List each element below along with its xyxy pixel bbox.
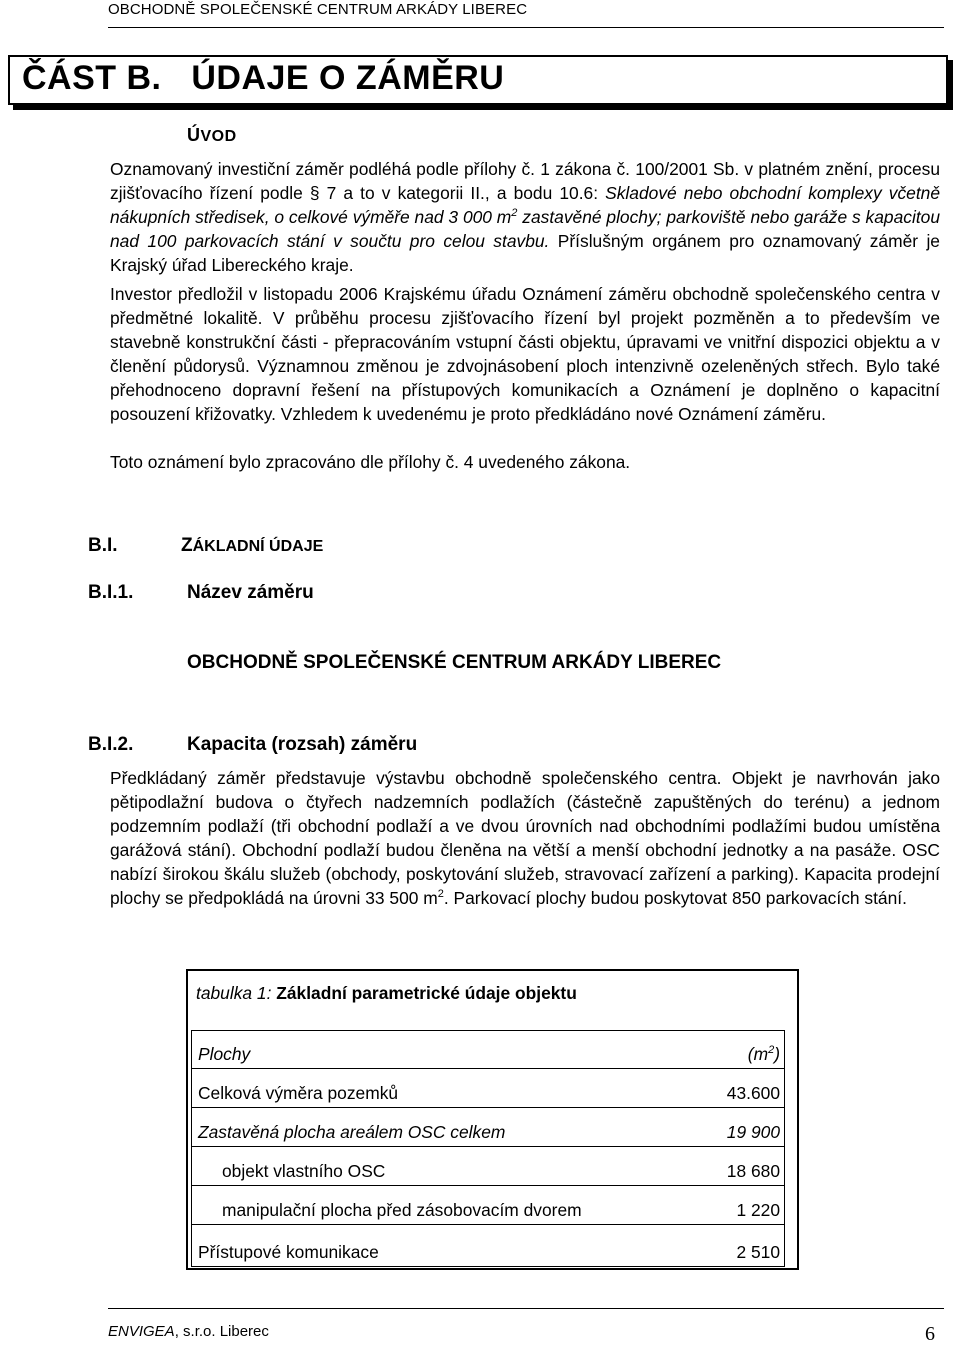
section-bi-number: B.I. bbox=[88, 535, 118, 556]
section-bi2-title: Kapacita (rozsah) záměru bbox=[187, 734, 418, 755]
table-row bbox=[191, 1186, 785, 1225]
table-cell-label: Přístupové komunikace bbox=[198, 1242, 379, 1262]
project-name: OBCHODNĚ SPOLEČENSKÉ CENTRUM ARKÁDY LIBEREC bbox=[187, 652, 722, 673]
table-row bbox=[191, 1147, 785, 1186]
table-cell-label: manipulační plocha před zásobovacím dvorem bbox=[222, 1200, 582, 1220]
intro-p1-authority: Příslušným orgánem pro oznamovaný záměr je Krajský úřad Libereckého kraje. bbox=[110, 231, 940, 275]
intro-heading-rest: VOD bbox=[200, 128, 237, 145]
table-cell-label: Zastavěná plocha areálem OSC celkem bbox=[198, 1122, 506, 1142]
section-bi-title bbox=[181, 535, 323, 557]
table-cell-label: objekt vlastního OSC bbox=[222, 1161, 386, 1181]
table-header-label: Plochy bbox=[198, 1044, 251, 1064]
footer-company bbox=[108, 1323, 269, 1340]
footer-company-name: ENVIGEA bbox=[108, 1323, 175, 1340]
table-cell-label: Celková výměra pozemků bbox=[198, 1083, 399, 1103]
section-bi1-title: Název záměru bbox=[187, 582, 314, 603]
table-row bbox=[191, 1108, 785, 1147]
table-cell-value: 1 220 bbox=[736, 1200, 780, 1220]
table-caption-title: Základní parametrické údaje objektu bbox=[276, 983, 577, 1003]
table-row bbox=[191, 1069, 785, 1108]
intro-p1-category-text: Skladové nebo obchodní komplexy včetně nákupních středisek, o celkové výměře nad 3 000 m bbox=[110, 183, 940, 227]
table-caption bbox=[196, 983, 577, 1004]
table-header-row bbox=[191, 1030, 785, 1069]
part-title-box bbox=[8, 55, 948, 105]
header-divider bbox=[108, 27, 944, 28]
capacity-paragraph bbox=[110, 766, 940, 910]
table-cell-value: 18 680 bbox=[726, 1161, 780, 1181]
table-cell-value: 2 510 bbox=[736, 1242, 780, 1262]
section-bi1-number: B.I.1. bbox=[88, 582, 134, 603]
table-cell-value: 19 900 bbox=[726, 1122, 780, 1142]
table-unit-text: (m bbox=[747, 1044, 769, 1064]
table-caption-label: tabulka 1: bbox=[196, 983, 277, 1003]
section-bi-title-initial: Z bbox=[181, 535, 193, 556]
intro-paragraph-1 bbox=[110, 157, 940, 277]
capacity-text-cont: . Parkovací plochy budou poskytovat 850 parkovacích stání. bbox=[443, 888, 907, 908]
section-bi-title-rest: ÁKLADNÍ ÚDAJE bbox=[192, 538, 324, 555]
footer-divider bbox=[108, 1308, 944, 1309]
table-unit-close: ) bbox=[774, 1044, 780, 1064]
intro-heading-initial: Ú bbox=[187, 125, 201, 145]
running-header: OBCHODNĚ SPOLEČENSKÉ CENTRUM ARKÁDY LIBEREC bbox=[108, 1, 528, 18]
table-header-unit bbox=[748, 1044, 780, 1065]
table-unit-superscript: 2 bbox=[768, 1044, 775, 1056]
intro-heading bbox=[187, 125, 237, 146]
page-number: 6 bbox=[925, 1323, 935, 1345]
capacity-text: Předkládaný záměr představuje výstavbu obchodně společenského centra. Objekt je navrhován jako pětipodlažní budova o čtyřech nadzemních podlažích (částečně zapuštěných do terénu) a jednom podzemním podlaží (tři obchodní podlaží a ve dvou úrovních nad obchodními podlažími budou umístěna garážová stání). Obchodní podlaží budou členěna na větší a menší obchodní jednotky a na pasáže. OSC nabízí širokou škálu služeb (obchody, poskytování služeb, stravovací zařízení a parking). Kapacita prodejní plochy se předpokládá na úrovni 33 500 m bbox=[110, 768, 940, 908]
table-cell-value: 43.600 bbox=[726, 1083, 780, 1103]
table-row bbox=[191, 1225, 785, 1267]
intro-p1-text: Oznamovaný investiční záměr podléhá podle přílohy č. 1 zákona č. 100/2001 Sb. v platném znění, procesu zjišťovacího řízení podle § 7 a to v kategorii II., a bodu 10.6: bbox=[110, 159, 940, 203]
capacity-superscript: 2 bbox=[437, 888, 444, 900]
section-bi2-number: B.I.2. bbox=[88, 734, 134, 755]
part-title: ČÁST B. ÚDAJE O ZÁMĚRU bbox=[22, 59, 505, 97]
intro-paragraph-2: Investor předložil v listopadu 2006 Krajskému úřadu Oznámení záměru obchodně společenského centra v předmětné lokalitě. V průběhu procesu zjišťovacího řízení byl projekt pozměněn a to především ve stavebně konstrukční části - přepracováním vstupní části objektu, úpravami ve vnitřní dispozici objektu a v členění půdorysů. Významnou změnou je zdvojnásobení ploch intenzivně ozeleněných střech. Bylo také přehodnoceno dopravní řešení na přístupových komunikacích a Oznámení je doplněno o kapacitní posouzení křižovatky. Vzhledem k uvedenému je proto předkládáno nové Oznámení záměru. bbox=[110, 284, 940, 424]
intro-p1-category-text-cont: zastavěné plochy; parkoviště nebo garáže s kapacitou nad 100 parkovacích stání v součtu pro celou stavbu. bbox=[110, 207, 940, 251]
intro-p1-superscript: 2 bbox=[511, 207, 518, 219]
footer-company-location: , s.r.o. Liberec bbox=[174, 1323, 269, 1340]
intro-paragraph-3: Toto oznámení bylo zpracováno dle přílohy č. 4 uvedeného zákona. bbox=[110, 452, 631, 472]
